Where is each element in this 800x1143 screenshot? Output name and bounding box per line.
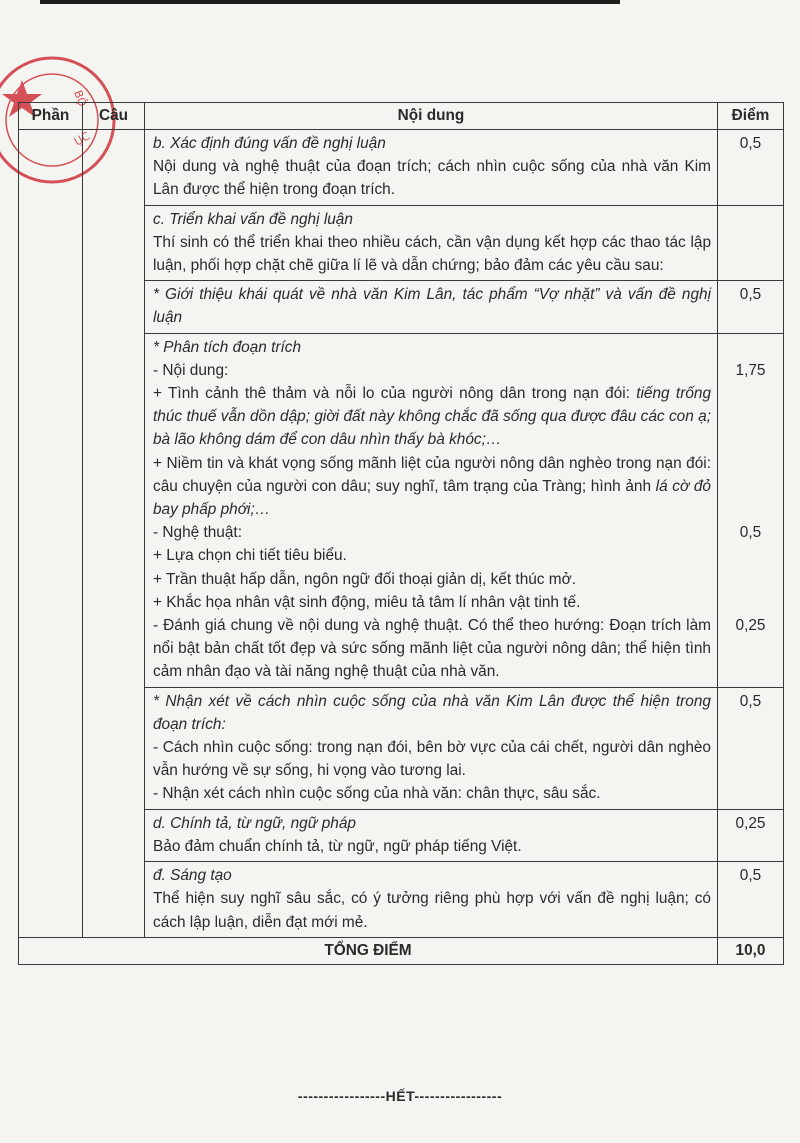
score-sheet <box>18 102 783 965</box>
criterion-c-title: c. Triển khai vấn đề nghị luận <box>153 210 353 228</box>
criterion-dd-text: Thể hiện suy nghĩ sâu sắc, có ý tưởng riêng phù hợp với vấn đề nghị luận; có cách lập luận, diễn đạt mới mẻ. <box>153 890 711 931</box>
score-d: 0,25 <box>718 809 784 861</box>
analysis-point-1 <box>153 382 711 452</box>
score-analysis-eval: 0,25 <box>735 616 766 634</box>
comment-line-1: - Cách nhìn cuộc sống: trong nạn đói, bên bờ vực của cái chết, người dân nghèo vẫn hướng về sự sống, hi vọng vào tương lai. <box>153 739 711 780</box>
criterion-dd-title: đ. Sáng tạo <box>153 867 232 885</box>
score-c-empty <box>718 205 784 281</box>
criterion-b-title: b. Xác định đúng vấn đề nghị luận <box>153 135 386 152</box>
total-value: 10,0 <box>718 937 784 964</box>
svg-text:BỘ: BỘ <box>71 88 89 109</box>
header-noi-dung: Nội dung <box>145 103 718 130</box>
svg-text:ỤC: ỤC <box>72 129 93 149</box>
criterion-b <box>145 130 718 206</box>
analysis-content-label: - Nội dung: <box>153 361 229 379</box>
analysis-point-1-lead: + Tình cảnh thê thảm và nỗi lo của người nông dân trong nạn đói: <box>153 385 630 403</box>
analysis-heading: * Phân tích đoạn trích <box>153 338 302 356</box>
score-b: 0,5 <box>718 130 784 206</box>
analysis-eval: - Đánh giá chung về nội dung và nghệ thuật. Có thể theo hướng: Đoạn trích làm nổi bật bản chất tốt đẹp và sức sống mãnh liệt của người nông dân; thể hiện tình cảm nhân đạo và tài năng nghệ thuật của nhà văn. <box>153 617 711 681</box>
criterion-analysis <box>145 333 718 687</box>
analysis-point-2-quote: lá cờ đỏ bay phấp phới;… <box>153 477 711 519</box>
analysis-art-2: + Trần thuật hấp dẫn, ngôn ngữ đối thoại giản dị, kết thúc mở. <box>153 570 576 588</box>
criterion-intro: * Giới thiệu khái quát về nhà văn Kim Lân, tác phẩm “Vợ nhặt” và vấn đề nghị luận <box>145 281 718 333</box>
header-cau: Câu <box>83 103 145 130</box>
analysis-art-1: + Lựa chọn chi tiết tiêu biểu. <box>153 547 347 565</box>
score-comment: 0,5 <box>718 687 784 809</box>
criterion-c <box>145 205 718 281</box>
table-header-row <box>19 103 784 130</box>
score-dd: 0,5 <box>718 862 784 938</box>
criterion-c-text: Thí sinh có thể triển khai theo nhiều cách, cần vận dụng kết hợp các thao tác lập luận, phối hợp chặt chẽ giữa lí lẽ và dẫn chứng; bảo đảm các yêu cầu sau: <box>153 233 711 275</box>
analysis-point-1-quote: tiếng trống thúc thuế vẫn dồn dập; giời đất này không chắc đã sống qua được đâu các con ạ; bà lão không dám để con dâu nhìn thấy bà khóc;… <box>153 385 712 449</box>
comment-heading: * Nhận xét về cách nhìn cuộc sống của nhà văn Kim Lân được thể hiện trong đoạn trích: <box>153 692 711 733</box>
header-phan: Phần <box>19 103 83 130</box>
analysis-point-2 <box>153 452 711 522</box>
criterion-d <box>145 809 718 861</box>
score-analysis <box>718 333 784 687</box>
total-row <box>19 937 784 964</box>
analysis-art-label: - Nghệ thuật: <box>153 524 242 542</box>
criterion-comment <box>145 687 718 809</box>
header-diem: Điểm <box>718 103 784 130</box>
rubric-table <box>18 102 784 965</box>
comment-line-2: - Nhận xét cách nhìn cuộc sống của nhà văn: chân thực, sâu sắc. <box>153 785 601 803</box>
cau-cell <box>83 130 145 938</box>
analysis-art-3: + Khắc họa nhân vật sinh động, miêu tả tâm lí nhân vật tinh tế. <box>153 593 581 611</box>
page-top-edge <box>40 0 620 4</box>
score-analysis-art: 0,5 <box>739 524 762 542</box>
criterion-d-title: d. Chính tả, từ ngữ, ngữ pháp <box>153 814 356 832</box>
total-label: TỔNG ĐIỂM <box>19 937 718 964</box>
score-analysis-content: 1,75 <box>735 361 766 379</box>
table-row <box>19 130 784 206</box>
criterion-dd <box>145 862 718 938</box>
criterion-d-text: Bảo đảm chuẩn chính tả, từ ngữ, ngữ pháp tiếng Việt. <box>153 837 522 855</box>
end-marker: -----------------HẾT----------------- <box>297 1088 503 1104</box>
analysis-point-2-lead: + Niềm tin và khát vọng sống mãnh liệt của người nông dân nghèo trong nạn đói: câu chuyện của người con dâu; suy nghĩ, tâm trạng của Tràng; hình ảnh <box>153 454 711 495</box>
score-intro: 0,5 <box>718 281 784 333</box>
phan-cell <box>19 130 83 938</box>
criterion-b-text: Nội dung và nghệ thuật của đoạn trích; cách nhìn cuộc sống của nhà văn Kim Lân được thể hiện trong đoạn trích. <box>153 158 711 199</box>
